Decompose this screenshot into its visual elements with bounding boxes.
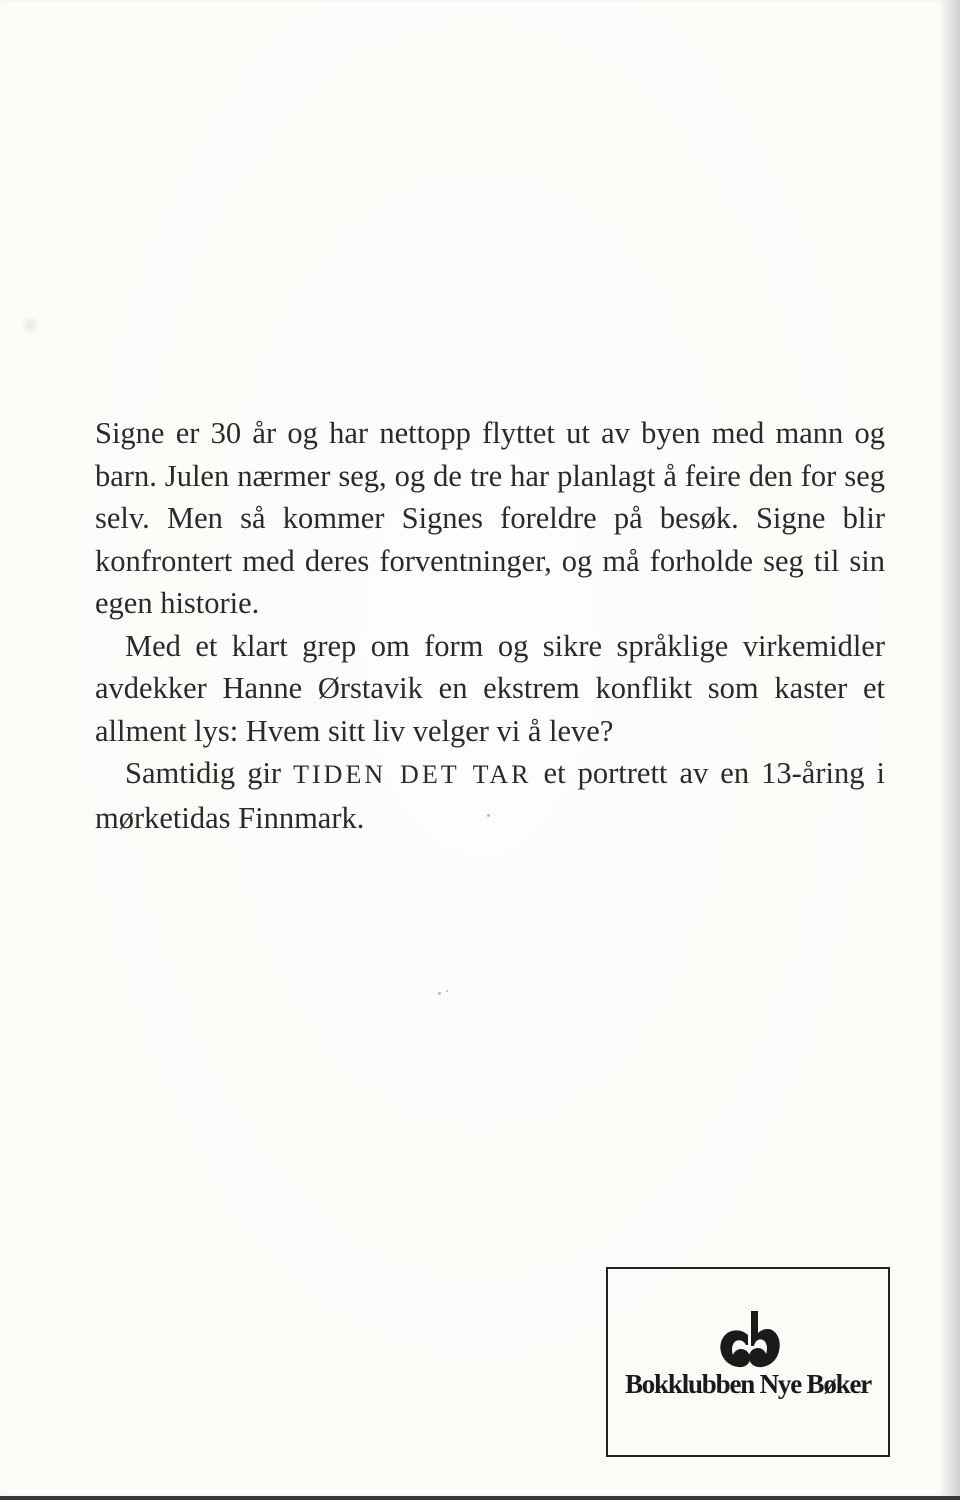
bokklubben-logo-icon [718,1311,782,1369]
blurb-paragraph-3-lead: Samtidig gir [125,756,294,790]
publisher-name: Bokklubben Nye Bøker [624,1369,872,1399]
blurb-paragraph-3 [95,752,885,839]
paper-speck [487,814,490,817]
blurb-text [95,412,885,839]
cover-bottom-edge [0,1496,960,1500]
blurb-paragraph-3-tail: et portrett av en 13-åring i mørketidas Finnmark. [95,756,885,835]
publisher-box [606,1267,890,1457]
paper-speck [438,992,441,995]
blurb-paragraph-2: Med et klart grep om form og sikre språklige virkemidler avdekker Hanne Ørstavik en ekstrem konflikt som kaster et allment lys: Hvem sitt liv velger vi å leve? [95,628,885,748]
paper-speck [446,990,448,992]
cover-right-edge [946,0,960,1500]
book-title-small-caps: TIDEN DET TAR [293,760,532,789]
blurb-paragraph-1: Signe er 30 år og har nettopp flyttet ut av byen med mann og barn. Julen nærmer seg, og de tre har planlagt å feire den for seg selv. Men så kommer Signes foreldre på besøk. Signe blir konfrontert med deres forventninger, og må forholde seg til sin egen historie. [95,416,885,620]
